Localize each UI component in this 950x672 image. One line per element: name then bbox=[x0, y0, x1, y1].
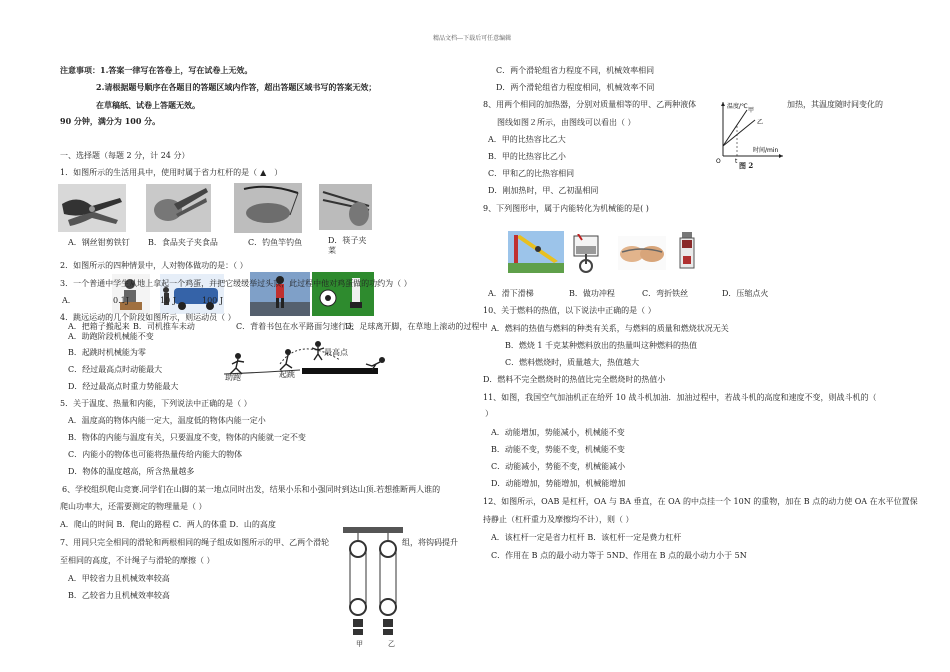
q9-image-c bbox=[618, 236, 666, 270]
q2-option-a: A．把箱子搬起来 bbox=[68, 322, 130, 331]
graph-ylabel: 温度/℃ bbox=[727, 103, 748, 110]
q2-option-b: B．司机推车未动 bbox=[133, 322, 195, 331]
q3-option-c: 10 J bbox=[160, 296, 176, 305]
long-jump-diagram bbox=[220, 334, 400, 384]
q12-option-ab: A．该杠杆一定是省力杠杆 B．该杠杆一定是费力杠杆 bbox=[491, 533, 682, 542]
q1-image-c bbox=[234, 183, 302, 233]
q8-option-b: B．甲的比热容比乙小 bbox=[488, 152, 566, 161]
graph-origin: O bbox=[716, 158, 721, 165]
temperature-graph bbox=[713, 98, 785, 170]
q9-stem: 9、下列图形中，属于内能转化为机械能的是( ) bbox=[483, 204, 649, 213]
q1-stem-text: 1．如图所示的生活用具中，使用时属于省力杠杆的是（ bbox=[60, 168, 258, 177]
q3-option-prefix: A． bbox=[62, 296, 76, 305]
note-4: 90 分钟，满分为 100 分。 bbox=[60, 116, 161, 126]
q3-option-b: 0.1J bbox=[113, 296, 129, 305]
jump-label-takeoff: 起跳 bbox=[279, 370, 295, 379]
q1-image-d bbox=[319, 184, 372, 230]
chopsticks-image bbox=[319, 184, 372, 230]
food-tongs-image bbox=[146, 184, 211, 232]
compression-ignition-image bbox=[676, 232, 698, 272]
q7-option-d: D．两个滑轮组省力程度相同，机械效率不同 bbox=[496, 83, 655, 92]
q1-image-b bbox=[146, 184, 211, 232]
q1-option-a: A．钢丝钳剪铁钉 bbox=[68, 238, 130, 247]
q4-stem: 4．跳远运动的几个阶段如图所示，则运动员（ ） bbox=[60, 313, 236, 322]
q8-stem: 8、用两个相同的加热器，分别对质量相等的甲、乙两种液体 bbox=[483, 100, 697, 109]
q4-option-d: D．经过最高点时重力势能最大 bbox=[68, 382, 179, 391]
q5-stem: 5．关于温度、热量和内能，下列说法中正确的是（ ） bbox=[60, 399, 252, 408]
q11-option-d: D．动能增加，势能增加，机械能增加 bbox=[491, 479, 626, 488]
q8-option-d: D．刚加热时，甲、乙初温相同 bbox=[488, 186, 599, 195]
q1-image-a bbox=[58, 184, 126, 232]
q6-options: A．爬山的时间 B．爬山的路程 C．两人的体重 D．山的高度 bbox=[60, 520, 276, 529]
q7-stem-right: 组，将钩码提升 bbox=[402, 538, 458, 547]
q10-option-a: A．燃料的热值与燃料的种类有关系，与燃料的质量和燃烧状况无关 bbox=[491, 324, 729, 333]
q8-stem-right: 加热，其温度随时间变化的 bbox=[787, 100, 883, 109]
q5-option-a: A．温度高的物体内能一定大，温度低的物体内能一定小 bbox=[68, 416, 266, 425]
q11-option-a: A．动能增加，势能减小，机械能不变 bbox=[491, 428, 625, 437]
q11-close: ） bbox=[485, 409, 493, 418]
q11-option-c: C．动能减小，势能不变，机械能减小 bbox=[491, 462, 626, 471]
q10-option-d: D．燃料不完全燃烧时的热值比完全燃烧时的热值小 bbox=[483, 375, 666, 384]
q2-option-d: D．足球离开脚，在草地上滚动的过程中 bbox=[345, 322, 488, 331]
pulley-diagram bbox=[343, 527, 403, 653]
q9-option-b: B．做功冲程 bbox=[569, 289, 615, 298]
q8-option-a: A．甲的比热容比乙大 bbox=[488, 135, 566, 144]
q1-option-d-cont: 菜 bbox=[328, 246, 336, 255]
pulley-svg bbox=[343, 527, 403, 653]
fishing-rod-image bbox=[234, 183, 302, 233]
q1-mark: ▲ bbox=[260, 168, 267, 177]
q9-option-c: C．弯折铁丝 bbox=[642, 289, 689, 298]
slide-image bbox=[508, 231, 564, 273]
bending-wire-image bbox=[618, 236, 666, 270]
graph-caption: 图 2 bbox=[739, 161, 754, 170]
q8-stem-2: 图线如图２所示，由图线可以看出（ ） bbox=[497, 118, 636, 127]
page-header: 精品文档---下载后可任意编辑 bbox=[433, 35, 512, 42]
q7-option-b: B．乙较省力且机械效率较高 bbox=[68, 591, 170, 600]
temperature-graph-svg bbox=[713, 98, 785, 170]
pliers-image bbox=[58, 184, 126, 232]
q9-option-d: D．压缩点火 bbox=[722, 289, 769, 298]
graph-series-b: 乙 bbox=[757, 119, 764, 126]
q7-option-a: A．甲较省力且机械效率较高 bbox=[68, 574, 170, 583]
q10-option-c: C．燃料燃烧时，质量越大，热值越大 bbox=[505, 358, 640, 367]
note-1: 注意事项：1.答案一律写在答卷上，写在试卷上无效。 bbox=[60, 65, 253, 75]
q4-option-a: A．助跑阶段机械能不变 bbox=[68, 332, 154, 341]
long-jump-svg bbox=[220, 334, 400, 384]
q6-stem-2: 爬山功率大，还需要测定的物理量是（ ） bbox=[60, 502, 207, 511]
q9-option-a: A．滑下滑梯 bbox=[488, 289, 534, 298]
note-2: 2.请根据题号顺序在各题目的答题区域内作答，超出答题区域书写的答案无效； bbox=[96, 82, 377, 92]
q2-stem: 2．如图所示的四种情景中，人对物体做功的是：（ ） bbox=[60, 261, 248, 270]
graph-t: t bbox=[735, 158, 738, 165]
q5-option-c: C．内能小的物体也可能将热量传给内能大的物体 bbox=[68, 450, 243, 459]
pulley-label-b: 乙 bbox=[388, 640, 395, 648]
q1-option-d: D．筷子夹 bbox=[328, 236, 367, 245]
pulley-label-a: 甲 bbox=[356, 640, 363, 648]
q10-option-b: B．燃烧 1 千克某种燃料放出的热量叫这种燃料的热值 bbox=[505, 341, 698, 350]
q11-stem: 11、如图，我国空气加油机正在给歼 10 战斗机加油．加油过程中，若战斗机的高度和速度不变，则战斗机的（ bbox=[483, 393, 877, 402]
graph-xlabel: 时间/min bbox=[753, 147, 779, 154]
q1-close: ） bbox=[274, 168, 283, 177]
q3-option-d: 100 J bbox=[202, 296, 224, 305]
jump-label-top: 最高点 bbox=[324, 348, 348, 357]
note-3: 在草稿纸、试卷上答题无效。 bbox=[96, 100, 200, 110]
q12-option-cd: C．作用在 B 点的最小动力等于 5ND、作用在 B 点的最小动力小于 5N bbox=[491, 551, 747, 560]
q3-stem: 3．一个普通中学生从地上拿起一个鸡蛋，并把它缓缓举过头顶，此过程中他对鸡蛋做的功约为（ ） bbox=[60, 279, 412, 288]
section-title: 一、选择题（每题 2 分，计 24 分） bbox=[60, 151, 190, 160]
q9-image-d bbox=[676, 232, 698, 272]
q8-option-c: C．甲和乙的比热容相同 bbox=[488, 169, 575, 178]
q5-option-b: B．物体的内能与温度有关，只要温度不变，物体的内能就一定不变 bbox=[68, 433, 306, 442]
q9-image-a bbox=[508, 231, 564, 273]
q7-option-c: C．两个滑轮组省力程度不同，机械效率相同 bbox=[496, 66, 655, 75]
q6-stem: 6、学校组织爬山竞赛.同学们在山脚的某一地点同时出发，结果小乐和小强同时到达山顶.若想推断两人谁的 bbox=[62, 485, 441, 494]
q11-option-b: B．动能不变，势能不变，机械能不变 bbox=[491, 445, 625, 454]
q9-image-b bbox=[568, 234, 604, 274]
q1-stem bbox=[60, 168, 282, 178]
q4-option-b: B．起跳时机械能为零 bbox=[68, 348, 146, 357]
q10-stem: 10、关于燃料的热值，以下说法中正确的是（ ） bbox=[483, 306, 656, 315]
graph-series-a: 甲 bbox=[748, 107, 755, 114]
q4-option-c: C．经过最高点时动能最大 bbox=[68, 365, 163, 374]
q12-stem-2: 持静止（杠杆重力及摩擦均不计），则（ ） bbox=[483, 515, 634, 524]
q7-stem-2: 至相同的高度，不计绳子与滑轮的摩擦（ ） bbox=[60, 556, 215, 565]
q1-option-b: B．食品夹子夹食品 bbox=[148, 238, 218, 247]
power-stroke-image bbox=[568, 234, 604, 274]
q1-option-c: C．钓鱼竿钓鱼 bbox=[248, 238, 303, 247]
q7-stem: 7、用同只完全相同的滑轮和两根相同的绳子组成如图所示的甲、乙两个滑轮 bbox=[60, 538, 330, 547]
jump-label-run: 助跑 bbox=[225, 373, 241, 382]
q5-option-d: D．物体的温度越高，所含热量越多 bbox=[68, 467, 195, 476]
q12-stem: 12、如图所示，OAB 是杠杆，OA 与 BA 垂直，在 OA 的中点挂一个 10N 的重物，加在 B 点的动力使 OA 在水平位置保 bbox=[483, 497, 918, 506]
q2-option-c: C．背着书包在水平路面匀速行走 bbox=[236, 322, 355, 331]
